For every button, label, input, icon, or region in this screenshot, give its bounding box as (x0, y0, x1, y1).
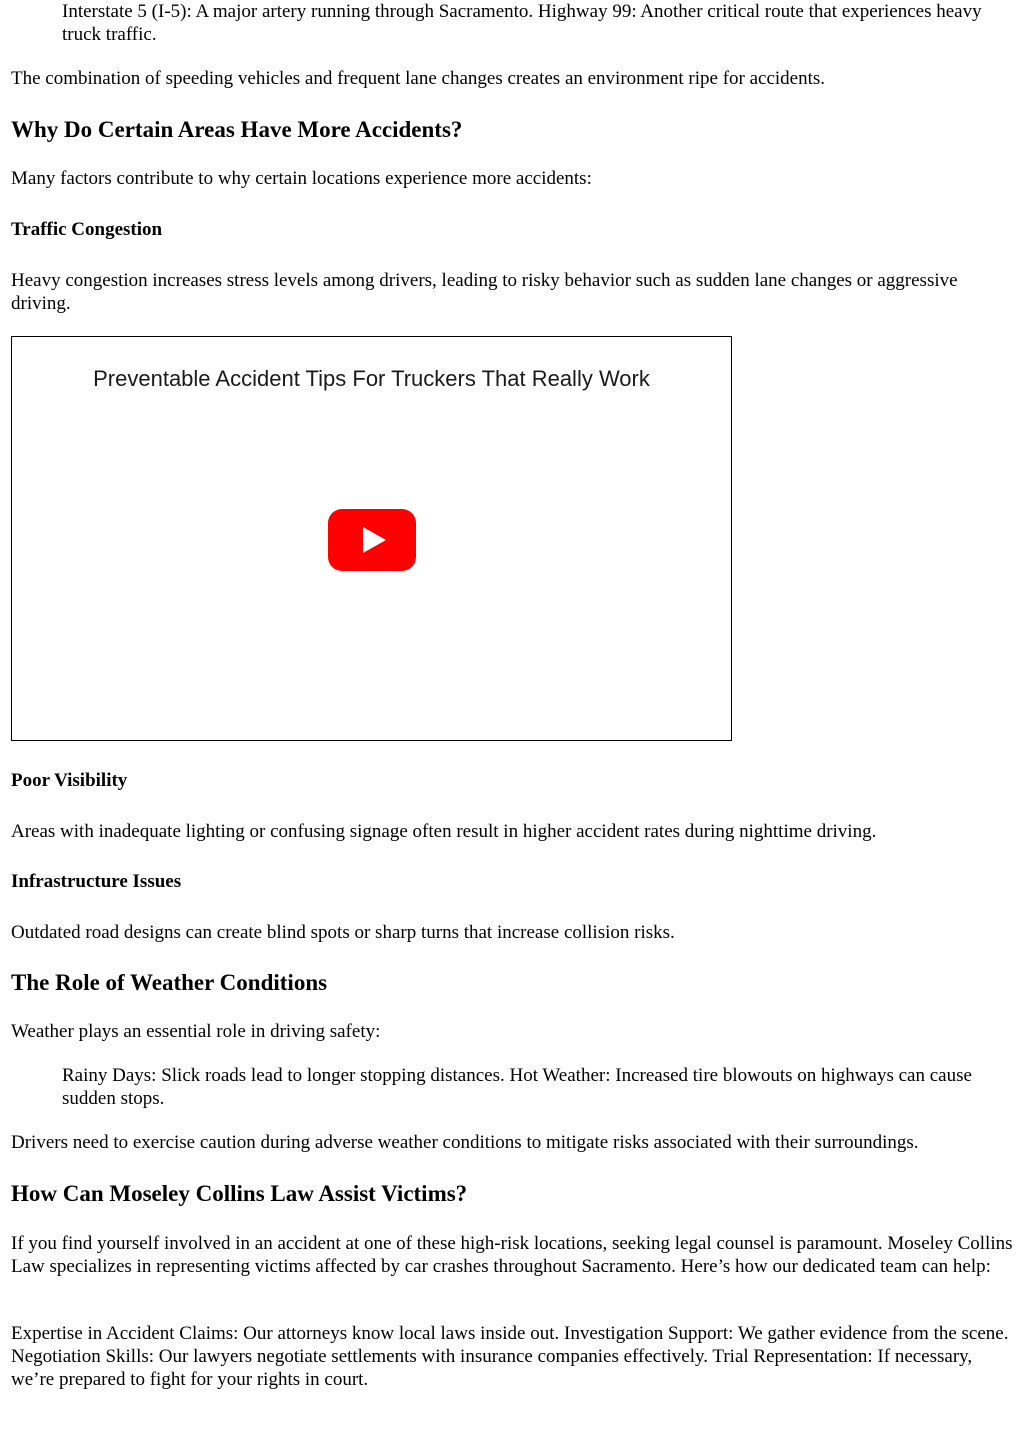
heading-why-accidents: Why Do Certain Areas Have More Accidents? (11, 117, 463, 142)
paragraph-congestion: Heavy congestion increases stress levels among drivers, leading to risky behavior such as sudden lane changes or aggressive driving. (11, 270, 958, 314)
heading-poor-visibility: Poor Visibility (11, 770, 128, 791)
heading-moseley-collins: How Can Moseley Collins Law Assist Victims? (11, 1181, 468, 1206)
paragraph-visibility: Areas with inadequate lighting or confusing signage often result in higher accident rates during nighttime driving. (11, 821, 877, 842)
paragraph-expertise: Expertise in Accident Claims: Our attorneys know local laws inside out. Investigation Support: We gather evidence from the scene. Negotiation Skills: Our lawyers negotiate settlements with insurance companies effectively. Trial Representation: If necessary, we’re prepared to fight for your rights in court. (11, 1323, 1009, 1390)
list-item-weather: Rainy Days: Slick roads lead to longer stopping distances. Hot Weather: Increased tire blowouts on highways can cause sudden stops. (62, 1065, 972, 1109)
paragraph-caution: Drivers need to exercise caution during adverse weather conditions to mitigate risks associated with their surroundings. (11, 1132, 919, 1153)
heading-traffic-congestion: Traffic Congestion (11, 219, 163, 240)
paragraph-weather: Weather plays an essential role in driving safety: (11, 1021, 381, 1042)
heading-weather-conditions: The Role of Weather Conditions (11, 970, 328, 995)
video-embed[interactable] (11, 336, 732, 741)
youtube-play-icon[interactable] (328, 509, 416, 571)
paragraph-combination: The combination of speeding vehicles and frequent lane changes creates an environment ripe for accidents. (11, 68, 826, 89)
paragraph-factors: Many factors contribute to why certain locations experience more accidents: (11, 168, 592, 189)
paragraph-assist: If you find yourself involved in an accident at one of these high-risk locations, seeking legal counsel is paramount. Moseley Collins Law specializes in representing victims affected by car crashes throughout Sacramento. Here’s how our dedicated team can help: (11, 1233, 1013, 1277)
heading-infrastructure-issues: Infrastructure Issues (11, 871, 182, 892)
list-item-highways: Interstate 5 (I-5): A major artery running through Sacramento. Highway 99: Another critical route that experiences heavy truck traffic. (62, 1, 982, 45)
paragraph-infrastructure: Outdated road designs can create blind spots or sharp turns that increase collision risks. (11, 922, 675, 943)
video-title[interactable]: Preventable Accident Tips For Truckers That Really Work (93, 366, 650, 391)
